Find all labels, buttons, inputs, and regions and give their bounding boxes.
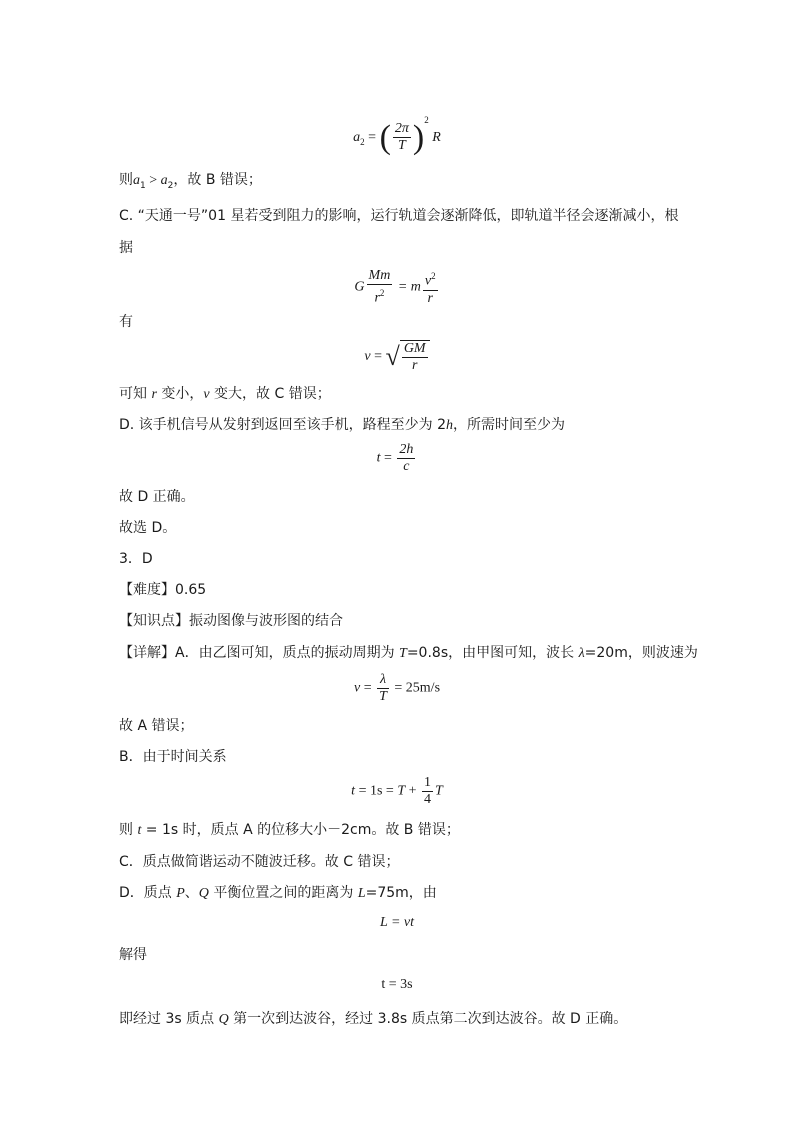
l19-Q: Q: [218, 1012, 229, 1027]
eq4-frac: [397, 442, 415, 475]
l6-b: ，所需时间至少为: [453, 417, 566, 433]
l17-d: =75m，由: [365, 885, 437, 901]
l5-v: v: [203, 387, 210, 402]
l5-b: 变小，: [156, 386, 204, 402]
l17-a: D．质点: [119, 885, 177, 901]
eq2-eq: = m: [394, 279, 421, 295]
text-line-3: 据: [119, 240, 133, 256]
eq4-den: c: [403, 459, 410, 474]
eq5-frac: [377, 672, 389, 705]
text-line-7: 故 D 正确。: [119, 489, 195, 505]
eq6-plus: +: [405, 783, 421, 799]
eq3-frac: [402, 341, 428, 374]
text-line-11: 【知识点】振动图像与波形图的结合: [119, 613, 343, 629]
eq1-lhs-sub: 2: [360, 136, 365, 147]
equation-time: [0, 442, 794, 475]
eq1-eq: =: [368, 130, 377, 145]
l5-c: 变大，故 C 错误；: [209, 386, 331, 402]
text-line-9: 3．D: [119, 551, 153, 567]
eq1-pow: 2: [424, 115, 429, 125]
text-line-1: [119, 170, 262, 196]
l12-T: T: [399, 646, 407, 661]
l17-b: 、: [184, 885, 199, 901]
eq2-frac1: [367, 268, 393, 307]
l19-b: 第一次到达波谷，经过 3.8s 质点第二次到达波谷。故 D 正确。: [228, 1011, 628, 1027]
text-line-5: [119, 384, 331, 405]
l5-r: r: [151, 387, 157, 402]
eq3-den: r: [411, 358, 418, 373]
eq1-lhs: a: [353, 130, 361, 145]
eq3-num: GM: [403, 341, 426, 356]
text-line-4: 有: [119, 314, 133, 330]
equation-time-relation: [0, 775, 794, 808]
sqrt-sign: [386, 340, 430, 374]
eq6-T2: T: [435, 783, 443, 799]
eq2-den1: r: [374, 290, 380, 306]
l17-L: L: [357, 886, 366, 901]
eq5-lhs: v: [353, 680, 361, 696]
l12-a: 【详解】A．由乙图可知，质点的振动周期为: [119, 645, 400, 661]
l12-c: =20m，则波速为: [584, 645, 698, 661]
l1-gt: >: [145, 173, 161, 188]
eq3-lhs: v: [364, 349, 371, 365]
eq6-T: T: [397, 783, 406, 799]
equation-distance: L = vt: [379, 915, 415, 930]
right-paren: ): [412, 118, 425, 156]
l1-a1s: 1: [140, 180, 146, 191]
text-line-14: B．由于时间关系: [119, 749, 227, 765]
eq2-num2p: 2: [431, 271, 436, 281]
equation-a2: [0, 110, 794, 154]
eq1-num: 2π: [394, 121, 409, 137]
text-line-2: C. “天通一号”01 星若受到阻力的影响，运行轨道会逐渐降低，即轨道半径会逐渐减小，根: [119, 208, 679, 224]
eq5-eq: =: [360, 680, 376, 696]
eq2-G: G: [354, 279, 365, 295]
eq2-num1: Mm: [368, 268, 391, 283]
eq2-den1-wrap: [367, 285, 393, 307]
l1-post: ，故 B 错误；: [173, 172, 262, 188]
l1-a2: a: [160, 173, 168, 188]
eq2-num2: v: [424, 273, 432, 289]
l1-a2s: 2: [167, 180, 174, 191]
eq5-tail: = 25m/s: [390, 680, 441, 696]
l6-h: h: [446, 418, 454, 433]
eq1-tail: R: [432, 130, 441, 145]
text-line-6: [119, 415, 565, 436]
l5-a: 可知: [119, 386, 152, 402]
text-line-18: 解得: [119, 947, 147, 963]
text-line-13: 故 A 错误；: [119, 718, 194, 734]
eq6-num: 1: [424, 775, 432, 790]
l17-c: 平衡位置之间的距离为: [208, 885, 358, 901]
text-line-10: 【难度】0.65: [119, 582, 207, 598]
eq2-den2: r: [427, 290, 433, 306]
l6-a: D. 该手机信号从发射到返回至该手机，路程至少为 2: [119, 417, 447, 433]
eq6-den: 4: [424, 792, 432, 807]
eq4-num: 2h: [399, 442, 414, 457]
text-line-16: C．质点做简谐运动不随波迁移。故 C 错误；: [119, 854, 400, 870]
eq1-frac: [393, 121, 411, 154]
l12-lam: λ: [578, 646, 585, 661]
l15-t: t: [137, 823, 142, 838]
text-line-17: [119, 883, 437, 904]
eq2-den1p: 2: [379, 288, 385, 298]
l19-a: 即经过 3s 质点: [119, 1011, 219, 1027]
text-line-12: [119, 643, 698, 664]
eq6-b: = 1s =: [355, 783, 398, 799]
eq1-den: T: [398, 138, 406, 154]
equation-gravity: [0, 268, 794, 307]
equation-wave-speed: [0, 672, 794, 705]
eq3-eq: =: [370, 349, 386, 365]
text-line-15: [119, 820, 460, 841]
left-paren: (: [379, 118, 391, 156]
equation-velocity: [0, 340, 794, 374]
eq2-frac2: [423, 268, 438, 307]
l12-b: =0.8s，由甲图可知，波长: [406, 645, 579, 661]
eq4-lhs: t: [376, 450, 381, 466]
l1-pre: 则: [119, 172, 133, 188]
eq5-den: T: [379, 689, 387, 704]
eq3-under: [400, 340, 430, 374]
l17-P: P: [176, 886, 185, 901]
eq6-frac: [422, 775, 433, 808]
eq4-eq: =: [380, 450, 396, 466]
radical-icon: √: [385, 342, 400, 371]
l15-b: = 1s 时，质点 A 的位移大小－2cm。故 B 错误；: [141, 822, 460, 838]
text-line-8: 故选 D。: [119, 520, 177, 536]
eq5-num: λ: [377, 672, 389, 689]
l17-Q: Q: [198, 886, 209, 901]
l1-a1: a: [133, 173, 140, 188]
eq6-a: t: [351, 783, 356, 799]
l15-a: 则: [119, 822, 138, 838]
text-line-19: [119, 1009, 627, 1030]
equation-result: t = 3s: [381, 977, 413, 992]
eq2-num2-wrap: [423, 268, 438, 291]
